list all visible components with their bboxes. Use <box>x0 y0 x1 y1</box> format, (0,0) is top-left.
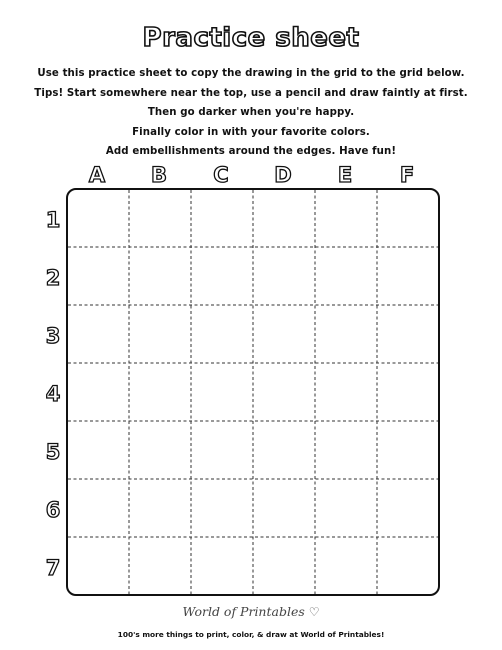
drawing-grid[interactable] <box>66 188 440 596</box>
instructions <box>0 64 502 162</box>
instruction-line: Finally color in with your favorite colors. <box>132 126 370 138</box>
row-label-7: 7 <box>45 556 61 580</box>
instruction-line: Use this practice sheet to copy the drawing in the grid to the grid below. <box>37 68 465 79</box>
footer-tagline: 100's more things to print, color, & draw at World of Printables! <box>117 630 385 639</box>
column-label-c: C <box>213 163 229 187</box>
brand-logo <box>0 604 502 619</box>
grid-lines <box>68 190 438 594</box>
row-labels <box>40 188 66 596</box>
row-label-4: 4 <box>45 382 61 406</box>
instruction-line: Add embellishments around the edges. Have fun! <box>105 146 397 158</box>
row-label-2: 2 <box>45 266 61 290</box>
row-label-1: 1 <box>45 208 61 232</box>
row-label-6: 6 <box>45 498 61 522</box>
column-label-d: D <box>274 163 292 187</box>
row-label-3: 3 <box>45 324 61 348</box>
column-label-e: E <box>337 163 353 187</box>
column-labels <box>66 163 440 189</box>
column-label-a: A <box>88 163 106 187</box>
instruction-line: Tips! Start somewhere near the top, use a pencil and draw faintly at first. <box>34 87 468 99</box>
column-label-f: F <box>399 163 415 187</box>
row-label-5: 5 <box>45 440 61 464</box>
instruction-line: Then go darker when you're happy. <box>147 107 355 119</box>
heart-icon: ♡ <box>308 605 320 619</box>
page-title <box>0 18 502 54</box>
brand-name: World of Printables <box>182 604 305 619</box>
column-label-b: B <box>150 163 167 187</box>
page-title-text: Practice sheet <box>142 23 360 53</box>
